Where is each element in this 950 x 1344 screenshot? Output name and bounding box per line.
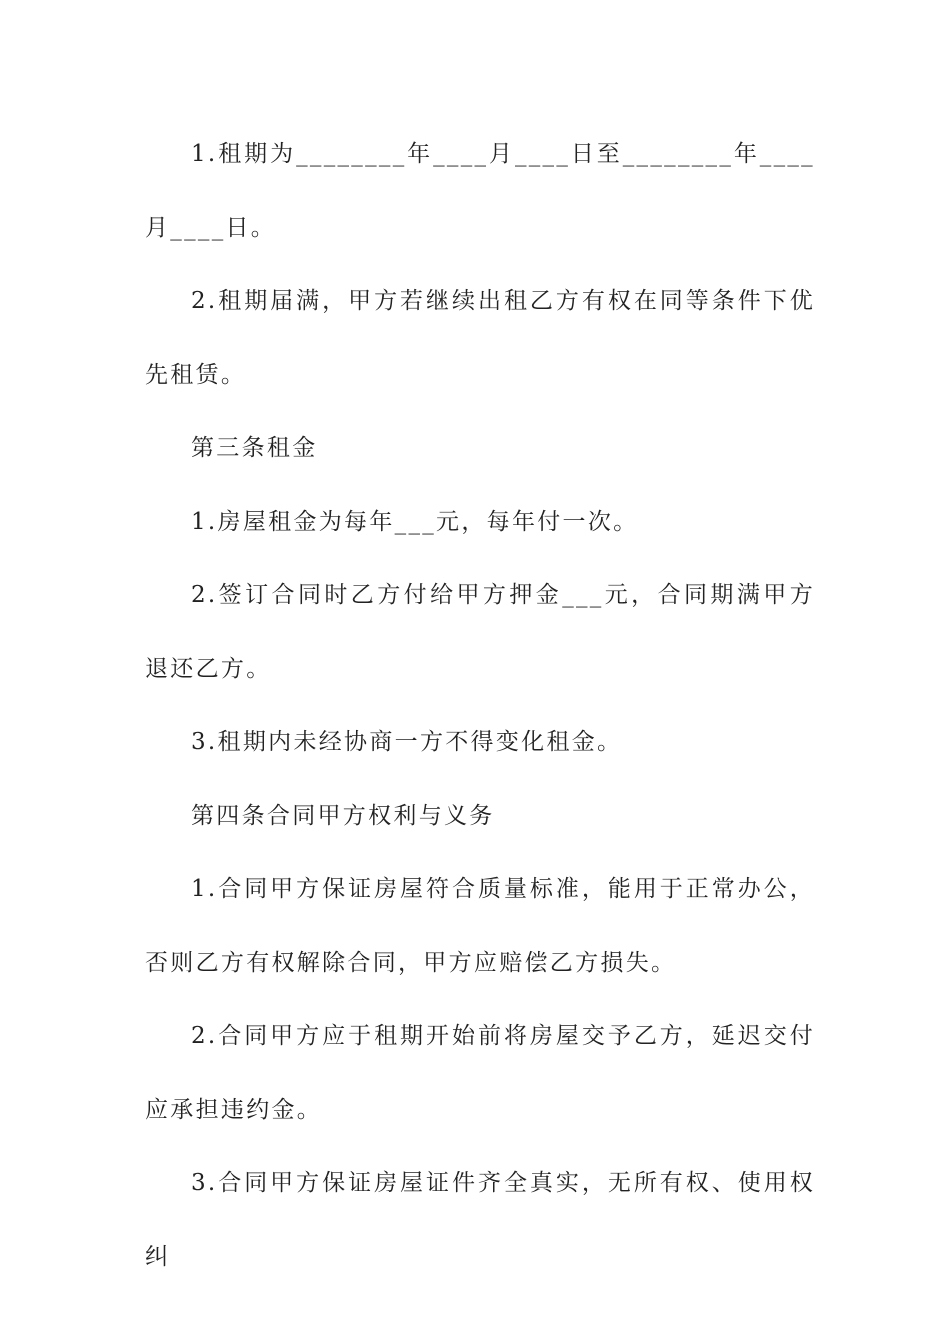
section-heading-party-a-rights: 第四条合同甲方权利与义务: [191, 802, 495, 829]
deposit-clause: 2.签订合同时乙方付给甲方押金___元，合同期满甲方退还乙方。: [145, 582, 815, 682]
renewal-priority-clause: 2.租期届满，甲方若继续出租乙方有权在同等条件下优先租赁。: [145, 288, 815, 388]
annual-rent-clause: 1.房屋租金为每年___元，每年付一次。: [191, 508, 639, 535]
document-body: [145, 118, 815, 1294]
section-heading-rent: 第三条租金: [191, 435, 318, 461]
lease-term-clause: 1.租期为________年____月____日至________年____月____日。: [145, 141, 815, 241]
rent-change-clause: 3.租期内未经协商一方不得变化租金。: [191, 729, 623, 755]
delivery-clause: 2.合同甲方应于租期开始前将房屋交予乙方，延迟交付应承担违约金。: [145, 1023, 815, 1123]
documents-guarantee-clause: 3.合同甲方保证房屋证件齐全真实，无所有权、使用权纠: [145, 1170, 815, 1270]
quality-guarantee-clause: 1.合同甲方保证房屋符合质量标准，能用于正常办公，否则乙方有权解除合同，甲方应赔偿乙方损失。: [145, 876, 815, 976]
